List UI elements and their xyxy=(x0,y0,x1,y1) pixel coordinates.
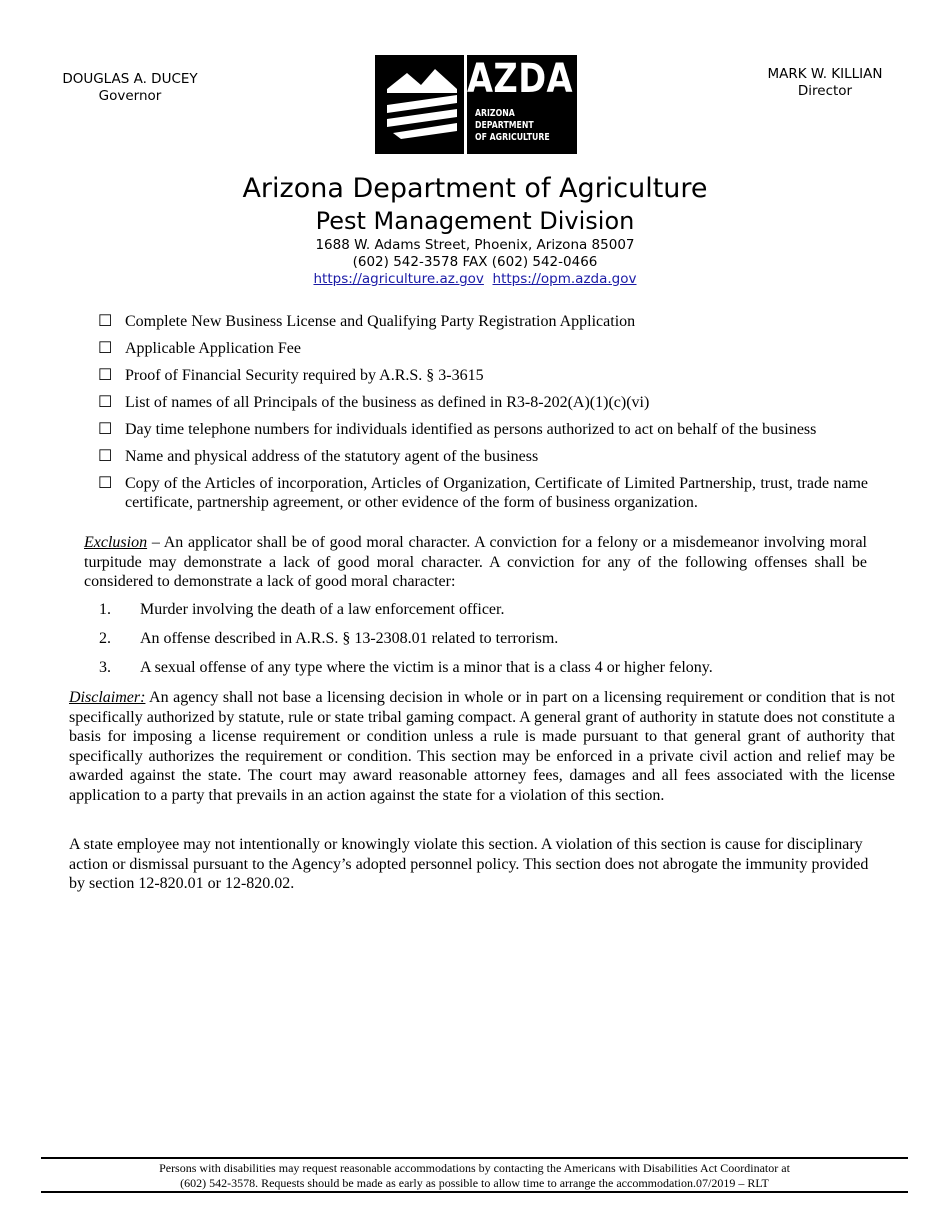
checklist-item-text: Day time telephone numbers for individuals identified as persons authorized to act on behalf of the business xyxy=(125,421,817,438)
checklist-item xyxy=(98,420,868,439)
checklist-item-text: Proof of Financial Security required by A.R.S. § 3-3615 xyxy=(125,367,484,384)
agency-phone-fax: (602) 542-3578 FAX (602) 542-0466 xyxy=(352,254,598,270)
checklist-item xyxy=(98,366,868,385)
disclaimer-text: An agency shall not base a licensing decision in whole or in part on a licensing requirement or condition that is not specifically authorized by statute, rule or state tribal gaming compact. A general grant of authority in statute does not constitute a basis for imposing a license requirement or condition unless a rule is made pursuant to that general grant of authority that specifically authorizes the requirement or condition. This section may be enforced in a private civil action and relief may be awarded against the state. The court may award reasonable attorney fees, damages and all fees associated with the license application to a party that prevails in an action against the state for a violation of this section. xyxy=(69,689,895,804)
accessibility-footer xyxy=(41,1161,908,1190)
logo-line-2: DEPARTMENT xyxy=(475,120,534,131)
checkbox-icon[interactable]: ☐ xyxy=(98,340,113,357)
governor-title: Governor xyxy=(98,88,162,104)
requirements-checklist xyxy=(98,312,868,520)
azda-logo xyxy=(375,55,577,154)
checkbox-icon[interactable]: ☐ xyxy=(98,313,113,330)
checkbox-icon[interactable]: ☐ xyxy=(98,421,113,438)
exclusion-paragraph xyxy=(84,533,867,592)
agency-address: 1688 W. Adams Street, Phoenix, Arizona 85007 xyxy=(315,237,635,253)
checkbox-icon[interactable]: ☐ xyxy=(98,367,113,384)
offense-item xyxy=(99,600,869,619)
agriculture-website-link[interactable]: https://agriculture.az.gov xyxy=(313,271,484,287)
offense-number: 1. xyxy=(99,601,111,618)
offense-text: Murder involving the death of a law enforcement officer. xyxy=(140,601,505,618)
checklist-item-text: List of names of all Principals of the business as defined in R3-8-202(A)(1)(c)(vi) xyxy=(125,394,650,411)
governor-block xyxy=(55,71,205,105)
offense-number: 3. xyxy=(99,659,111,676)
employee-notice-paragraph: A state employee may not intentionally or knowingly violate this section. A violation of this section is cause for disciplinary action or dismissal pursuant to the Agency’s adopted personnel policy. This section does not abrogate the immunity provided by section 12-820.01 or 12-820.02. xyxy=(69,836,869,892)
governor-name: DOUGLAS A. DUCEY xyxy=(62,71,198,87)
checkbox-icon[interactable]: ☐ xyxy=(98,394,113,411)
checklist-item-text: Copy of the Articles of incorporation, Articles of Organization, Certificate of Limited Partnership, trust, trade name certificate, partnership agreement, or other evidence of the form of business organization. xyxy=(125,475,868,511)
offense-item xyxy=(99,658,869,677)
checklist-item-text: Applicable Application Fee xyxy=(125,340,301,357)
checkbox-icon[interactable]: ☐ xyxy=(98,475,113,492)
footer-top-rule xyxy=(41,1157,908,1159)
footer-line-2: (602) 542-3578. Requests should be made as early as possible to allow time to arrange the accommodation.07/2019 – RLT xyxy=(180,1175,769,1190)
offense-text: An offense described in A.R.S. § 13-2308.01 related to terrorism. xyxy=(140,630,559,647)
checkbox-icon[interactable]: ☐ xyxy=(98,448,113,465)
director-title: Director xyxy=(797,83,853,99)
footer-bottom-rule xyxy=(41,1191,908,1193)
checklist-item xyxy=(98,339,868,358)
logo-full-name xyxy=(475,108,550,144)
offense-text: A sexual offense of any type where the victim is a minor that is a class 4 or higher felony. xyxy=(140,659,713,676)
agency-links xyxy=(0,271,950,288)
director-name: MARK W. KILLIAN xyxy=(767,66,883,82)
offense-number: 2. xyxy=(99,630,111,647)
checklist-item xyxy=(98,447,868,466)
offense-item xyxy=(99,629,869,648)
checklist-item-text: Complete New Business License and Qualifying Party Registration Application xyxy=(125,313,636,330)
footer-line-1: Persons with disabilities may request reasonable accommodations by contacting the Americans with Disabilities Act Coordinator at xyxy=(159,1161,790,1175)
exclusion-text: – An applicator shall be of good moral character. A conviction for a felony or a misdemeanor involving moral turpitude may demonstrate a lack of good moral character. A conviction for any of the following offenses shall be considered to demonstrate a lack of good moral character: xyxy=(84,534,867,590)
disclaimer-heading: Disclaimer: xyxy=(69,689,146,706)
disqualifying-offenses-list xyxy=(99,600,869,687)
logo-line-1: ARIZONA xyxy=(475,108,515,119)
logo-abbreviation: AZDA xyxy=(467,56,573,102)
disclaimer-paragraph xyxy=(69,688,895,805)
agency-title: Arizona Department of Agriculture xyxy=(242,173,708,204)
checklist-item xyxy=(98,474,868,512)
checklist-item-text: Name and physical address of the statutory agent of the business xyxy=(125,448,539,465)
checklist-item xyxy=(98,312,868,331)
opm-website-link[interactable]: https://opm.azda.gov xyxy=(492,271,637,287)
director-block xyxy=(755,66,895,100)
checklist-item xyxy=(98,393,868,412)
exclusion-heading: Exclusion xyxy=(84,534,148,551)
division-title: Pest Management Division xyxy=(315,207,635,235)
logo-line-3: OF AGRICULTURE xyxy=(475,132,550,143)
